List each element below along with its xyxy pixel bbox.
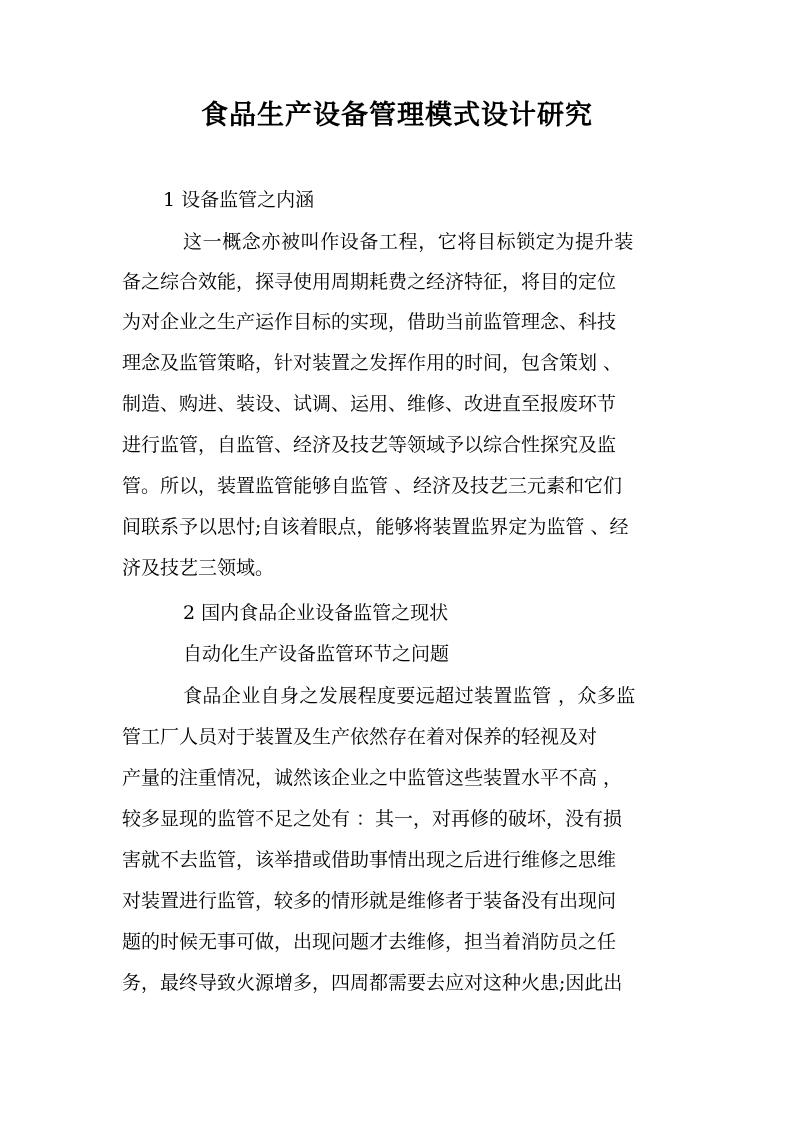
paragraph-line: 间联系予以思忖;自该着眼点，能够将装置监界定为监管 、经	[122, 516, 629, 538]
paragraph-line: 理念及监管策略，针对装置之发挥作用的时间，包含策划 、	[122, 352, 623, 374]
paragraph-line: 为对企业之生产运作目标的实现，借助当前监管理念、科技	[122, 311, 617, 333]
section-heading-2: 2 国内食品企业设备监管之现状	[183, 602, 449, 624]
subsection-heading: 自动化生产设备监管环节之问题	[183, 643, 450, 665]
paragraph-line: 进行监管，自监管、经济及技艺等领域予以综合性探究及监	[122, 434, 617, 456]
paragraph-line: 务，最终导致火源增多，四周都需要去应对这种火患;因此出	[122, 972, 623, 994]
paragraph-line: 较多显现的监管不足之处有 ：其一，对再修的破坏，没有损	[122, 808, 623, 830]
document-title: 食品生产设备管理模式设计研究	[201, 100, 593, 131]
paragraph-line: 备之综合效能，探寻使用周期耗费之经济特征，将目的定位	[122, 271, 617, 293]
paragraph-line: 这一概念亦被叫作设备工程，它将目标锁定为提升装	[183, 231, 634, 253]
paragraph-line: 对装置进行监管，较多的情形就是维修者于装备没有出现问	[122, 890, 617, 912]
paragraph-line: 管。所以，装置监管能够自监管 、经济及技艺三元素和它们	[122, 475, 623, 497]
paragraph-line: 食品企业自身之发展程度要远超过装置监管 ，众多监	[183, 685, 636, 707]
paragraph-line: 害就不去监管，该举措或借助事情出现之后进行维修之思维	[122, 849, 617, 871]
paragraph-line: 制造、购进、装设、试调、运用、维修、改进直至报废环节	[122, 393, 617, 415]
paragraph-line: 济及技艺三领域。	[122, 557, 275, 579]
paragraph-line: 产量的注重情况，诚然该企业之中监管这些装置水平不高 ，	[122, 767, 623, 789]
paragraph-line: 管工厂人员对于装置及生产依然存在着对保养的轻视及对	[122, 726, 598, 748]
paragraph-line: 题的时候无事可做，出现问题才去维修，担当着消防员之任	[122, 931, 617, 953]
section-heading-1: 1 设备监管之内涵	[163, 189, 315, 211]
